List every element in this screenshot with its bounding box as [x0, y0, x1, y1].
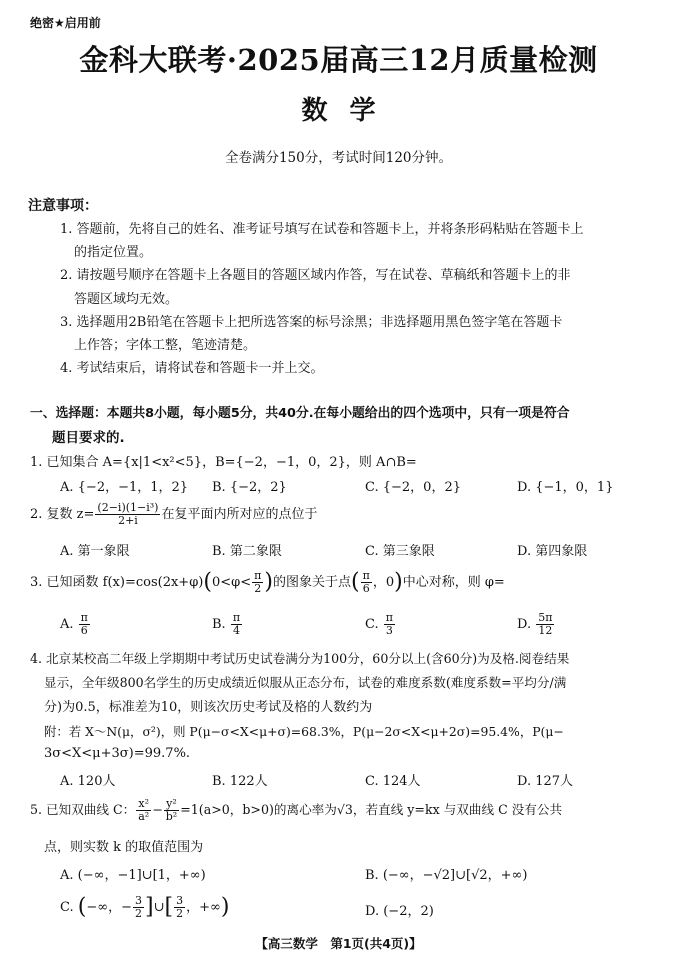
q3-c-num: π	[385, 611, 393, 624]
q5-frac-x	[136, 798, 151, 823]
q3-a-den: 6	[80, 624, 88, 637]
q2-stem-post: 在复平面内所对应的点位于	[161, 507, 318, 522]
note-line: 1. 答题前，先将自己的姓名、准考证号填写在试卷和答题卡上，并将条形码粘贴在答题卡上	[60, 222, 584, 237]
q5-pre: 5. 已知双曲线 C：	[30, 802, 136, 817]
subject-title: 数学	[301, 96, 398, 126]
q3-point-fraction	[361, 570, 372, 595]
q1-option-b: B. {−2，2}	[212, 480, 287, 495]
q3-a-fraction	[79, 612, 90, 637]
question-4-note: 附：若 X～N(μ，σ²)，则 P(μ−σ<X<μ+σ)=68.3%，P(μ−2σ<X<μ+2σ)=95.4%，P(μ−	[44, 724, 564, 739]
q3-d-num: 5π	[538, 611, 553, 624]
q5-c-num-2: 3	[176, 894, 184, 907]
note-line: 的指定位置。	[74, 245, 153, 260]
q3-cond-den: 2	[254, 582, 262, 595]
q3-c-label: C.	[365, 617, 379, 632]
note-line: 上作答；字体工整，笔迹清楚。	[74, 338, 257, 353]
q3-option-c	[365, 612, 396, 637]
q3-a-num: π	[80, 611, 88, 624]
note-line: 答题区域均无效。	[74, 292, 179, 307]
q3-mid: 的图象关于点	[272, 575, 351, 590]
question-4-line: 显示，全年级800名学生的历史成绩近似服从正态分布，试卷的难度系数(难度系数=平均分/满	[44, 675, 567, 690]
q3-pt-post: ，0	[372, 575, 395, 590]
section-heading: 一、选择题：本题共8小题，每小题5分，共40分.在每小题给出的四个选项中，只有一项是符合	[30, 406, 570, 421]
q5-frac-y-num: y²	[166, 797, 177, 810]
q3-option-a	[60, 612, 91, 637]
q3-cond-num: π	[254, 569, 262, 582]
q5-option-a: A. (−∞，−1]∪[1，+∞)	[60, 868, 206, 883]
q5-frac-y-den: b²	[165, 810, 178, 823]
q3-c-den: 3	[385, 624, 393, 637]
q3-a-label: A.	[60, 617, 74, 632]
note-line: 4. 考试结束后，请将试卷和答题卡一并上交。	[60, 361, 324, 376]
exam-info: 全卷满分150分，考试时间120分钟。	[224, 150, 453, 166]
bracket-close: ]	[144, 894, 154, 920]
q5-frac-x-den: a²	[138, 810, 150, 823]
q3-stem-pre: 3. 已知函数 f(x)=cos(2x+φ)	[30, 575, 204, 590]
q3-cond-pre: 0<φ<	[211, 575, 252, 590]
q2-denominator: 2+i	[118, 514, 138, 527]
q3-d-den: 12	[538, 624, 553, 637]
paren-open: (	[203, 569, 212, 595]
q3-cond-fraction	[252, 570, 263, 595]
bracket-open: [	[164, 894, 174, 920]
q5-c-frac-2	[174, 895, 185, 920]
question-5-stem	[30, 798, 562, 823]
q2-option-b: B. 第二象限	[212, 544, 282, 559]
q4-option-a: A. 120人	[60, 774, 116, 789]
q5-option-b: B. (−∞，−√2]∪[√2，+∞)	[365, 868, 528, 883]
q5-c-num-1: 3	[134, 894, 142, 907]
q3-b-num: π	[232, 611, 241, 624]
q4-option-c: C. 124人	[365, 774, 421, 789]
paren-close: )	[264, 569, 273, 595]
q3-d-label: D.	[517, 617, 532, 632]
q4-option-d: D. 127人	[517, 774, 574, 789]
paren-close: )	[220, 894, 230, 920]
q5-c-frac-1	[133, 895, 144, 920]
note-line: 2. 请按题号顺序在答题卡上各题目的答题区域内作答，写在试卷、草稿纸和答题卡上的非	[60, 268, 571, 283]
q5-c-den-2: 2	[176, 907, 184, 920]
q5-c-part-b: ，+∞	[186, 900, 221, 915]
q5-minus: −	[152, 802, 163, 817]
question-2-stem	[30, 502, 317, 527]
question-1-stem: 1. 已知集合 A={x|1<x²<5}，B={−2，−1，0，2}，则 A∩B=	[30, 455, 417, 470]
exam-title: 金科大联考·2025届高三12月质量检测	[79, 43, 598, 77]
paren-open: (	[77, 894, 87, 920]
question-4-line: 4. 北京某校高二年级上学期期中考试历史试卷满分为100分，60分以上(含60分)为及格.阅卷结果	[30, 651, 570, 666]
q3-pt-num: π	[362, 569, 370, 582]
q3-b-fraction	[231, 612, 242, 637]
q5-c-part-a: −∞，−	[86, 900, 132, 915]
q5-option-c	[60, 895, 229, 920]
q3-d-fraction	[536, 612, 554, 637]
q3-b-label: B.	[212, 617, 226, 632]
question-4-line: 分)为0.5，标准差为10，则该次历史考试及格的人数约为	[44, 700, 373, 715]
q2-option-d: D. 第四象限	[517, 544, 588, 559]
q3-option-d	[517, 612, 555, 637]
q4-option-b: B. 122人	[212, 774, 268, 789]
page-footer: 【高三数学 第1页(共4页)】	[255, 936, 422, 951]
q2-stem-pre: 2. 复数 z=	[30, 507, 95, 522]
q5-post: =1(a>0，b>0)的离心率为√3，若直线 y=kx 与双曲线 C 没有公共	[180, 802, 563, 817]
note-line: 3. 选择题用2B铅笔在答题卡上把所选答案的标号涂黑；非选择题用黑色签字笔在答题卡	[60, 315, 563, 330]
q3-c-fraction	[384, 612, 395, 637]
q1-option-c: C. {−2，0，2}	[365, 480, 461, 495]
q5-c-label: C.	[60, 900, 74, 915]
q2-numerator: (2−i)(1−i³)	[97, 501, 159, 514]
paren-open: (	[350, 569, 360, 595]
q3-pt-den: 6	[362, 582, 370, 595]
q2-fraction	[95, 502, 160, 527]
q3-b-den: 4	[232, 624, 240, 637]
q5-c-union: ∪	[153, 900, 165, 915]
q5-c-den-1: 2	[134, 907, 142, 920]
paren-close: )	[394, 569, 403, 595]
section-heading-cont: 题目要求的.	[52, 430, 125, 446]
question-4-note-cont: 3σ<X<μ+3σ)=99.7%.	[44, 746, 191, 761]
q3-stem-post: 中心对称，则 φ=	[402, 575, 505, 590]
q5-option-d: D. (−2，2)	[365, 904, 434, 919]
question-3-stem	[30, 570, 505, 595]
notes-heading: 注意事项：	[28, 198, 98, 214]
question-5-stem-cont: 点，则实数 k 的取值范围为	[44, 840, 204, 855]
q1-option-a: A. {−2，−1，1，2}	[60, 480, 189, 495]
q2-option-a: A. 第一象限	[60, 544, 130, 559]
q3-option-b	[212, 612, 243, 637]
q1-option-d: D. {−1，0，1}	[517, 480, 614, 495]
q2-option-c: C. 第三象限	[365, 544, 435, 559]
q5-frac-x-num: x²	[138, 797, 150, 810]
secret-tag: 绝密★启用前	[30, 16, 101, 30]
q5-frac-y	[164, 798, 179, 823]
